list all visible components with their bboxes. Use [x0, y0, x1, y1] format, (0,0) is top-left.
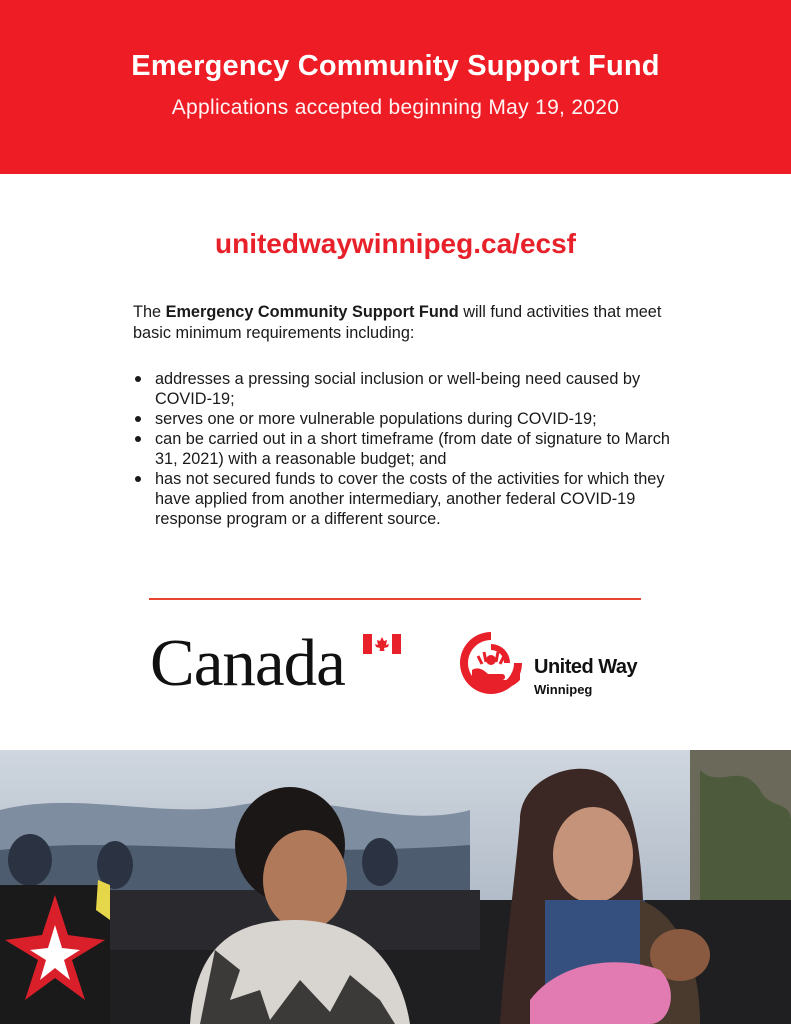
united-way-name: United Way: [534, 656, 638, 678]
requirement-item: can be carried out in a short timeframe (from date of signature to March 31, 2021) with a reasonable budget; and: [133, 429, 673, 469]
canada-wordmark: [150, 626, 345, 700]
united-way-city: Winnipeg: [534, 682, 593, 697]
united-way-logo-icon: [458, 630, 524, 696]
intro-prefix: The: [133, 303, 166, 321]
requirement-item: has not secured funds to cover the costs of the activities for which they have applied from another intermediary, another federal COVID-19 response program or a different source.: [133, 469, 673, 529]
intro-suffix: will fund activities that meet basic minimum requirements including:: [133, 303, 662, 342]
page-subtitle: Applications accepted beginning May 19, 2020: [171, 96, 620, 119]
canada-wordmark-text: Canada: [150, 626, 345, 700]
intro-fund-name: Emergency Community Support Fund: [165, 303, 459, 321]
requirement-item: addresses a pressing social inclusion or well-being need caused by COVID-19;: [133, 369, 673, 409]
requirements-list: [133, 369, 673, 529]
page-title: Emergency Community Support Fund: [131, 50, 660, 82]
website-link[interactable]: unitedwaywinnipeg.ca/ecsf: [215, 228, 576, 259]
intro-paragraph: [133, 302, 673, 344]
header-banner: [0, 0, 791, 174]
divider: [149, 598, 641, 600]
photo: [0, 750, 791, 1024]
canada-flag-icon: [363, 634, 401, 654]
requirement-item: serves one or more vulnerable populations during COVID-19;: [133, 409, 673, 429]
photo-women-with-baby: [0, 750, 791, 1024]
